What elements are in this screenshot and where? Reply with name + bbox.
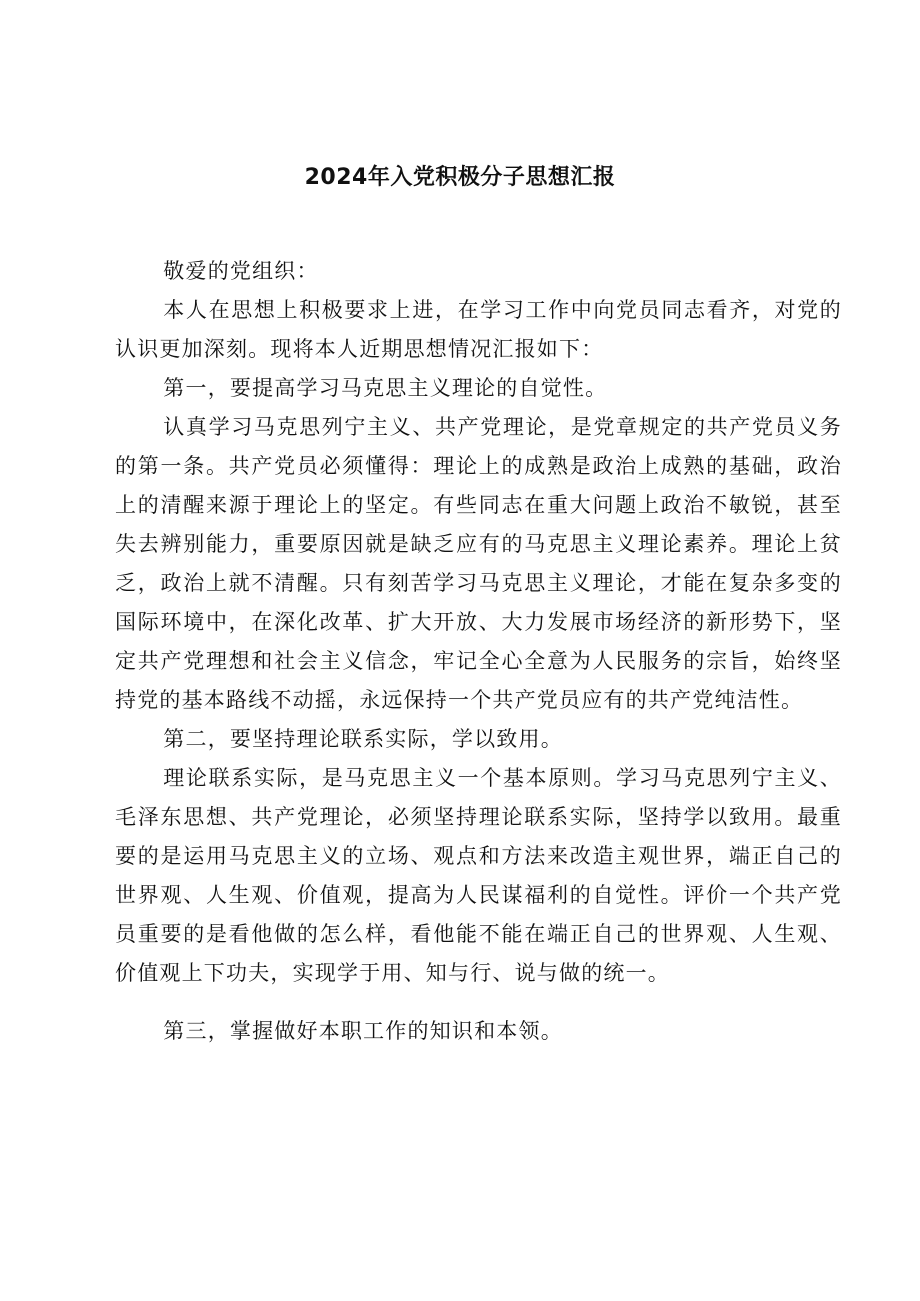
heading-point-two: 第二，要坚持理论联系实际，学以致用。	[163, 727, 563, 751]
paragraph-point-one: 认真学习马克思列宁主义、共产党理论，是党章规定的共产党员义务的第一条。共产党员必须懂得：理论上的成熟是政治上成熟的基础，政治上的清醒来源于理论上的坚定。有些同志在重大问题上政治不敏锐，甚至失去辨别能力，重要原因就是缺乏应有的马克思主义理论素养。理论上贫乏，政治上就不清醒。只有刻苦学习马克思主义理论，才能在复杂多变的国际环境中，在深化改革、扩大开放、大力发展市场经济的新形势下，坚定共产党理想和社会主义信念，牢记全心全意为人民服务的宗旨，始终坚持党的基本路线不动摇，永远保持一个共产党员应有的共产党纯洁性。	[115, 415, 842, 712]
paragraph-intro: 本人在思想上积极要求上进，在学习工作中向党员同志看齐，对党的认识更加深刻。现将本人近期思想情况汇报如下：	[115, 298, 842, 361]
heading-point-one: 第一，要提高学习马克思主义理论的自觉性。	[163, 376, 608, 400]
heading-point-three: 第三，掌握做好本职工作的知识和本领。	[163, 1019, 563, 1043]
document-title: 2024年入党积极分子思想汇报	[304, 165, 616, 190]
paragraph-point-two: 理论联系实际，是马克思主义一个基本原则。学习马克思列宁主义、毛泽东思想、共产党理论，必须坚持理论联系实际，坚持学以致用。最重要的是运用马克思主义的立场、观点和方法来改造主观世界，端正自己的世界观、人生观、价值观，提高为人民谋福利的自觉性。评价一个共产党员重要的是看他做的怎么样，看他能不能在端正自己的世界观、人生观、价值观上下功夫，实现学于用、知与行、说与做的统一。	[115, 766, 842, 985]
document-body	[115, 252, 842, 1051]
salutation: 敬爱的党组织：	[163, 259, 319, 283]
